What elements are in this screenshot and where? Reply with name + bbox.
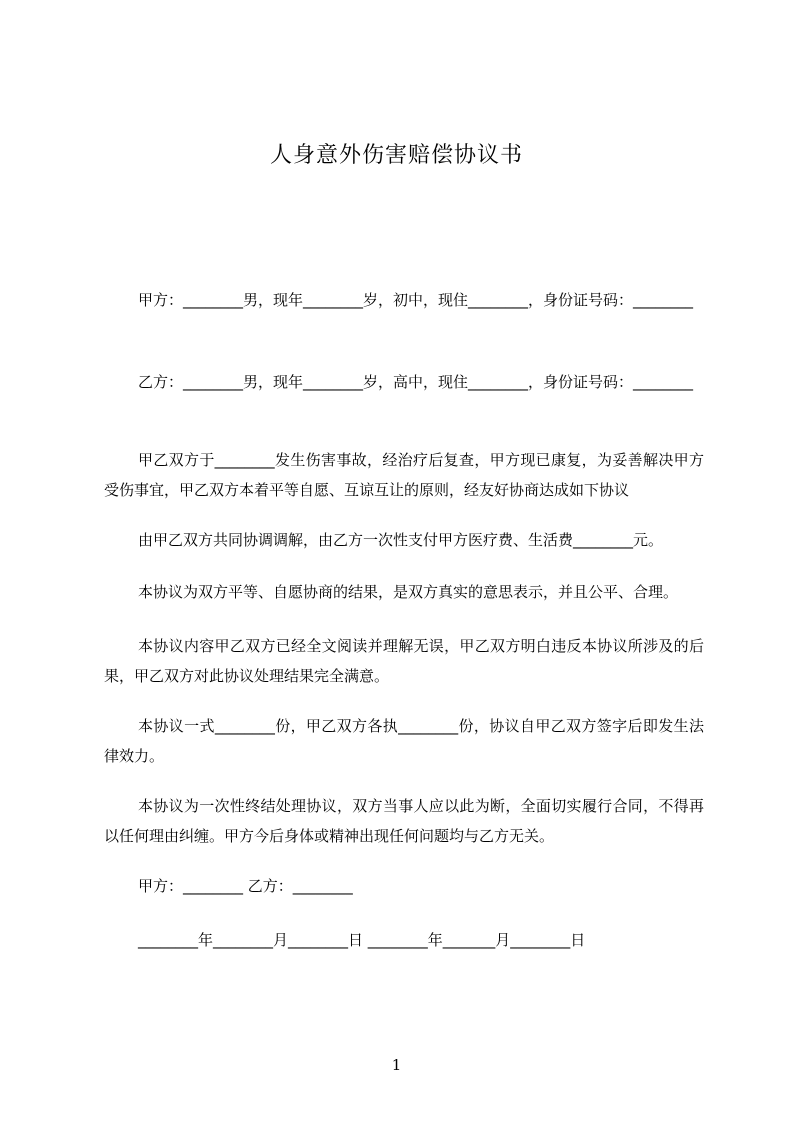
date-line: ________年________月________日 ________年_______月________日 [138,931,586,949]
finality-paragraph: 本协议为一次性终结处理协议，双方当事人应以此为断，全面切实履行合同，不得再以任何理由纠缠。甲方今后身体或精神出现任何问题均与乙方无关。 [104,797,704,845]
party-a-paragraph: 甲方：________男，现年________岁，初中，现住________，身份证号码：________ [138,291,694,309]
signature-line: 甲方：________ 乙方：________ [138,877,353,895]
fairness-paragraph: 本协议为双方平等、自愿协商的结果，是双方真实的意思表示，并且公平、合理。 [138,583,679,601]
copies-paragraph: 本协议一式________份，甲乙双方各执________份，协议自甲乙双方签字后即发生法律效力。 [104,717,704,765]
compensation-paragraph: 由甲乙双方共同协调调解，由乙方一次性支付甲方医疗费、生活费________元。 [138,531,664,549]
page-number: 1 [391,1056,402,1074]
document-title: 人身意外伤害赔偿协议书 [269,143,523,168]
understanding-paragraph: 本协议内容甲乙双方已经全文阅读并理解无误，甲乙双方明白违反本协议所涉及的后果，甲乙双方对此协议处理结果完全满意。 [104,637,704,685]
incident-paragraph: 甲乙双方于________发生伤害事故，经治疗后复查，甲方现已康复，为妥善解决甲方受伤事宜，甲乙双方本着平等自愿、互谅互让的原则，经友好协商达成如下协议 [104,451,704,499]
party-b-paragraph: 乙方：________男，现年________岁，高中，现住________，身份证号码：________ [138,373,694,391]
